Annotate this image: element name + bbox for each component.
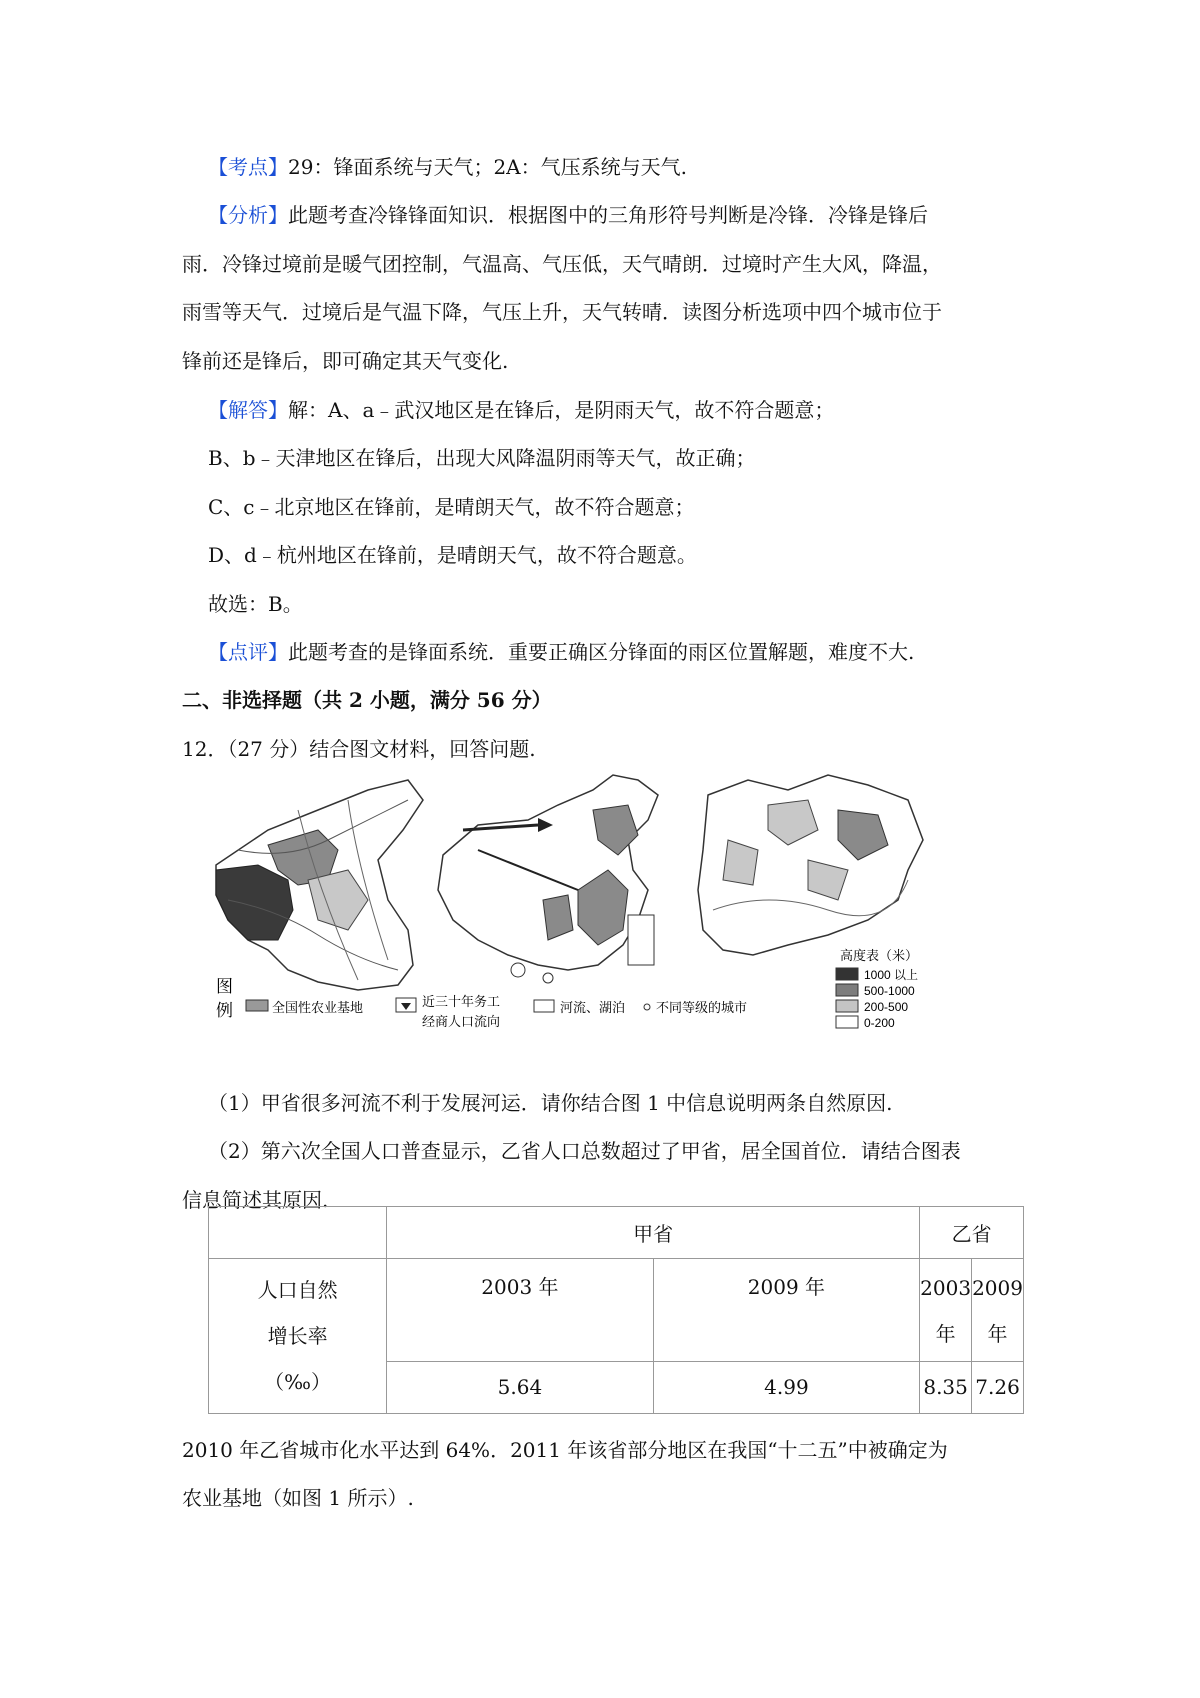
table-corner-cell bbox=[209, 1207, 387, 1259]
height-swatch-4 bbox=[836, 1016, 858, 1028]
jieda-line-4: D、d﹣杭州地区在锋前，是晴朗天气，故不符合题意。 bbox=[208, 543, 697, 567]
row-label-cell bbox=[209, 1259, 387, 1414]
jieda-line-5: 故选：B。 bbox=[208, 592, 303, 616]
jieda-line-3: C、c﹣北京地区在锋前，是晴朗天气，故不符合题意； bbox=[208, 495, 695, 519]
section-two-heading: 二、非选择题（共 2 小题，满分 56 分） bbox=[182, 688, 552, 712]
legend-flow-1: 近三十年务工 bbox=[422, 994, 501, 1009]
fenxi-text-1: 此题考查冷锋锋面知识．根据图中的三角形符号判断是冷锋．冷锋是锋后 bbox=[288, 203, 928, 227]
legend-title-1: 图 bbox=[216, 977, 233, 996]
closing-line-1: 2010 年乙省城市化水平达到 64%．2011 年该省部分地区在我国“十二五”中被确定为 bbox=[182, 1438, 948, 1462]
kaodian-line bbox=[208, 153, 687, 181]
height-swatch-3 bbox=[836, 1000, 858, 1012]
jia-value-2009: 4.99 bbox=[653, 1361, 919, 1413]
legend-city-icon bbox=[644, 1004, 650, 1010]
legend-flow-2: 经商人口流向 bbox=[422, 1014, 501, 1029]
jieda-line-2: B、b﹣天津地区在锋后，出现大风降温阴雨等天气，故正确； bbox=[208, 446, 756, 470]
yi-year-2003-cell bbox=[920, 1259, 972, 1361]
yi-year-2003-unit: 年 bbox=[935, 1322, 956, 1347]
map-jia bbox=[216, 780, 423, 990]
legend-title-2: 例 bbox=[216, 1001, 233, 1020]
figure-svg bbox=[208, 770, 960, 1060]
closing-line-2: 农业基地（如图 1 所示）. bbox=[182, 1486, 414, 1510]
jia-value-2003: 5.64 bbox=[387, 1361, 653, 1413]
map-yi bbox=[698, 775, 923, 955]
fenxi-tag: 【分析】 bbox=[208, 203, 288, 227]
height-swatch-2 bbox=[836, 984, 858, 996]
map-china bbox=[438, 775, 658, 983]
row-label-line-3: （‰） bbox=[264, 1370, 332, 1395]
row-label-line-1: 人口自然 bbox=[257, 1278, 338, 1303]
fenxi-line-4: 锋前还是锋后，即可确定其天气变化. bbox=[182, 349, 509, 373]
row-label-line-2: 增长率 bbox=[267, 1324, 328, 1349]
sub-question-2-line-2: 信息简述其原因. bbox=[182, 1188, 329, 1212]
legend-river: 河流、湖泊 bbox=[560, 1000, 626, 1015]
header-yi: 乙省 bbox=[920, 1207, 1024, 1259]
yi-value-2003: 8.35 bbox=[920, 1361, 972, 1413]
figure-1-maps bbox=[208, 770, 960, 1060]
height-level-1: 1000 以上 bbox=[864, 968, 919, 982]
jia-year-2003: 2003 年 bbox=[387, 1259, 653, 1361]
height-level-4: 0-200 bbox=[864, 1016, 895, 1030]
yi-year-2003: 2003 bbox=[920, 1276, 972, 1301]
fenxi-line-2: 雨．冷锋过境前是暖气团控制，气温高、气压低，天气晴朗．过境时产生大风，降温， bbox=[182, 252, 942, 276]
jieda-text-1: 解：A、a﹣武汉地区是在锋后，是阴雨天气，故不符合题意； bbox=[288, 398, 835, 422]
dianping-line bbox=[208, 638, 914, 666]
height-legend-title: 高度表（米） bbox=[840, 948, 919, 963]
question-12-stem: 12．（27 分）结合图文材料，回答问题. bbox=[182, 737, 536, 761]
yi-year-2009-unit: 年 bbox=[987, 1322, 1008, 1347]
header-jia: 甲省 bbox=[387, 1207, 920, 1259]
height-level-3: 200-500 bbox=[864, 1000, 909, 1014]
jieda-tag: 【解答】 bbox=[208, 398, 288, 422]
jia-year-2009: 2009 年 bbox=[653, 1259, 919, 1361]
kaodian-text: 29：锋面系统与天气；2A：气压系统与天气. bbox=[288, 155, 687, 179]
sub-question-2-line-1: （2）第六次全国人口普查显示，乙省人口总数超过了甲省，居全国首位．请结合图表 bbox=[208, 1139, 961, 1163]
population-table bbox=[208, 1206, 1024, 1414]
dianping-text: 此题考查的是锋面系统．重要正确区分锋面的雨区位置解题，难度不大. bbox=[288, 640, 915, 664]
dianping-tag: 【点评】 bbox=[208, 640, 288, 664]
height-level-2: 500-1000 bbox=[864, 984, 915, 998]
kaodian-tag: 【考点】 bbox=[208, 155, 288, 179]
yi-value-2009: 7.26 bbox=[972, 1361, 1024, 1413]
yi-year-2009: 2009 bbox=[972, 1276, 1023, 1301]
yi-year-2009-cell bbox=[972, 1259, 1024, 1361]
jieda-line-1 bbox=[208, 396, 834, 424]
legend-swatch-river bbox=[534, 1000, 554, 1012]
fenxi-line-1 bbox=[208, 201, 928, 229]
fenxi-line-3: 雨雪等天气．过境后是气温下降，气压上升，天气转晴．读图分析选项中四个城市位于 bbox=[182, 300, 942, 324]
sub-question-1: （1）甲省很多河流不利于发展河运．请你结合图 1 中信息说明两条自然原因. bbox=[208, 1091, 893, 1115]
legend-agri-base: 全国性农业基地 bbox=[272, 1000, 364, 1015]
legend-cities: 不同等级的城市 bbox=[656, 1000, 748, 1015]
height-swatch-1 bbox=[836, 968, 858, 980]
legend-swatch-agri bbox=[246, 1000, 268, 1011]
